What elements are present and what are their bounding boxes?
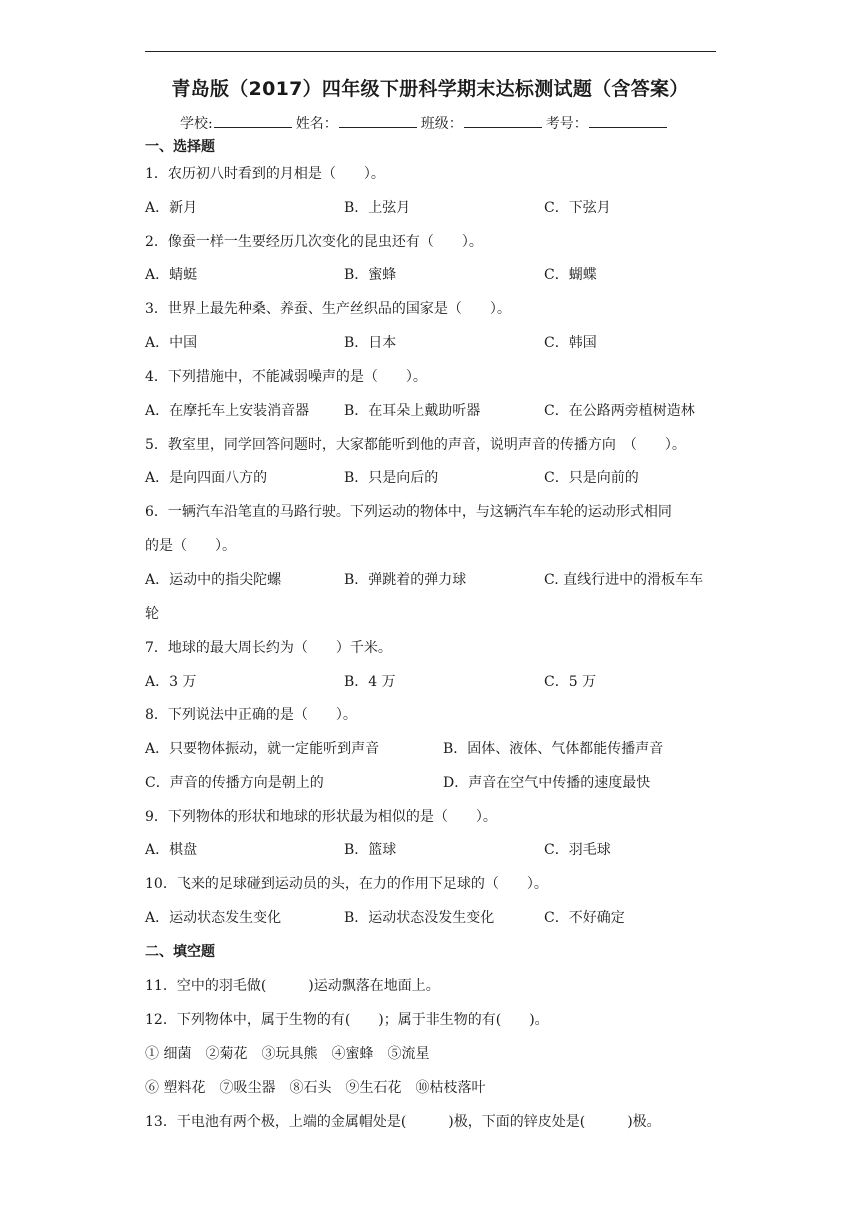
question-12: 12．下列物体中，属于生物的有( )；属于非生物的有( )。 [145,1012,549,1028]
name-blank[interactable] [339,114,417,128]
q8-option-c: C．声音的传播方向是朝上的 [145,775,324,791]
q6-option-c-wrap: 轮 [145,606,159,622]
question-3: 3．世界上最先种桑、养蚕、生产丝织品的国家是（ ）。 [145,301,511,317]
exam-title: 青岛版（2017）四年级下册科学期末达标测试题（含答案） [171,78,689,100]
q3-option-b: B．日本 [344,335,397,351]
question-4: 4．下列措施中，不能减弱噪声的是（ ）。 [145,369,427,385]
q3-option-a: A．中国 [145,335,198,351]
header-rule [145,51,716,52]
q5-option-a: A．是向四面八方的 [145,470,268,486]
question-12-items-1: ① 细菌 ②菊花 ③玩具熊 ④蜜蜂 ⑤流星 [145,1046,430,1062]
question-8: 8．下列说法中正确的是（ ）。 [145,707,357,723]
q9-option-b: B．篮球 [344,842,397,858]
q2-option-c: C．蝴蝶 [544,267,597,283]
question-9: 9．下列物体的形状和地球的形状最为相似的是（ ）。 [145,809,497,825]
q2-option-a: A．蜻蜓 [145,267,198,283]
q6-option-c: C. 直线行进中的滑板车车 [544,572,704,588]
class-blank[interactable] [464,114,542,128]
q8-option-b: B．固体、液体、气体都能传播声音 [443,741,664,757]
q2-option-b: B．蜜蜂 [344,267,397,283]
question-7: 7．地球的最大周长约为（ ）千米。 [145,640,392,656]
q7-option-b: B．4 万 [344,674,396,690]
question-6-line-2: 的是（ ）。 [145,538,236,554]
q1-option-a: A．新月 [145,200,198,216]
q10-option-b: B．运动状态没发生变化 [344,910,495,926]
q4-option-a: A．在摩托车上安装消音器 [145,403,310,419]
number-label: 考号： [545,116,588,132]
q5-option-b: B．只是向后的 [344,470,439,486]
question-13: 13．干电池有两个极，上端的金属帽处是( )极，下面的锌皮处是( )极。 [145,1114,661,1130]
q9-option-c: C．羽毛球 [544,842,611,858]
school-label: 学校: [180,116,213,132]
q10-option-c: C．不好确定 [544,910,625,926]
q3-option-c: C．韩国 [544,335,597,351]
q4-option-c: C．在公路两旁植树造林 [544,403,695,419]
q1-option-b: B．上弦月 [344,200,411,216]
q6-option-a: A．运动中的指尖陀螺 [145,572,282,588]
question-5: 5．教室里，同学回答问题时，大家都能听到他的声音，说明声音的传播方向 （ ）。 [145,437,686,453]
question-6-line-1: 6．一辆汽车沿笔直的马路行驶。下列运动的物体中，与这辆汽车车轮的运动形式相同 [145,504,672,520]
section-heading-choice: 一、选择题 [145,139,215,155]
question-1: 1．农历初八时看到的月相是（ ）。 [145,166,385,182]
question-10: 10．飞来的足球碰到运动员的头，在力的作用下足球的（ ）。 [145,876,548,892]
q5-option-c: C．只是向前的 [544,470,639,486]
q7-option-a: A．3 万 [145,674,197,690]
number-blank[interactable] [589,114,667,128]
q4-option-b: B．在耳朵上戴助听器 [344,403,481,419]
q8-option-a: A．只要物体振动，就一定能听到声音 [145,741,380,757]
q9-option-a: A．棋盘 [145,842,198,858]
question-2: 2．像蚕一样一生要经历几次变化的昆虫还有（ ）。 [145,234,483,250]
class-label: 班级： [420,116,463,132]
student-info-line [180,113,671,133]
question-12-items-2: ⑥ 塑料花 ⑦吸尘器 ⑧石头 ⑨生石花 ⑩枯枝落叶 [145,1080,486,1096]
school-blank[interactable] [214,114,292,128]
q8-option-d: D．声音在空气中传播的速度最快 [443,775,651,791]
question-11: 11．空中的羽毛做( )运动飘落在地面上。 [145,978,440,994]
q10-option-a: A．运动状态发生变化 [145,910,282,926]
section-heading-fill: 二、填空题 [145,944,215,960]
q7-option-c: C．5 万 [544,674,597,690]
q6-option-b: B．弹跳着的弹力球 [344,572,467,588]
name-label: 姓名： [295,116,338,132]
q1-option-c: C．下弦月 [544,200,611,216]
